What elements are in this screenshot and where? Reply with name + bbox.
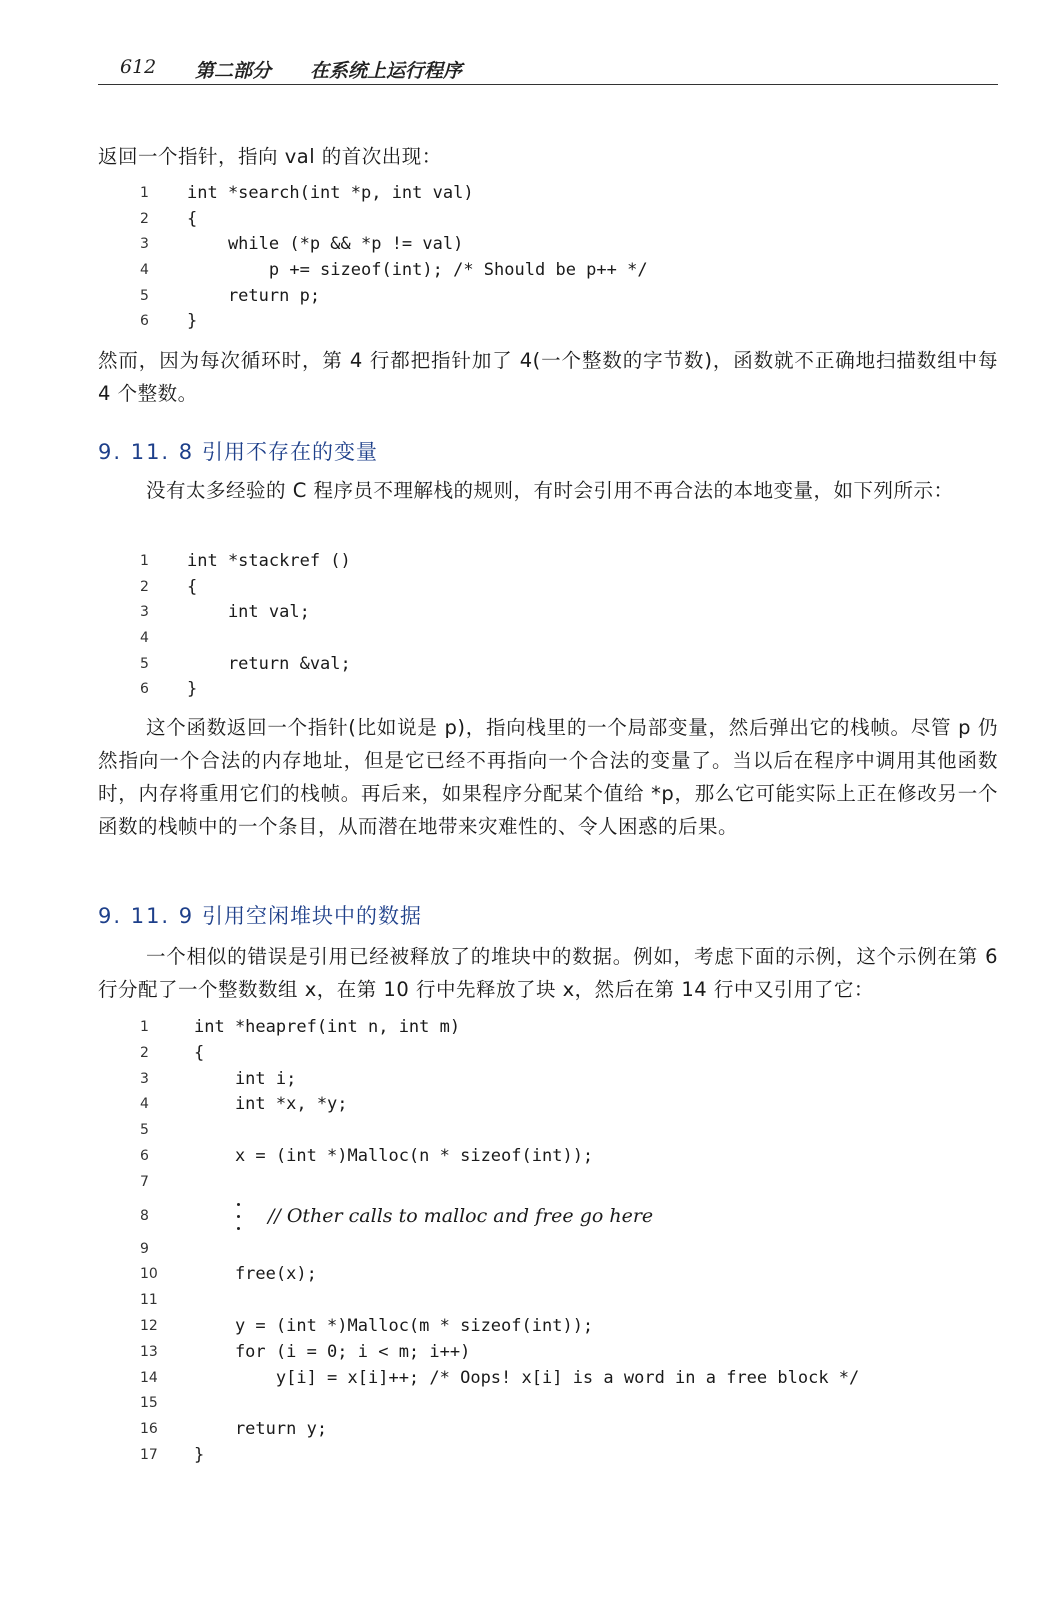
line-number: 13 xyxy=(140,1343,158,1360)
line-number: 4 xyxy=(140,1096,149,1113)
line-number: 7 xyxy=(140,1173,149,1190)
code-text: int *stackref () xyxy=(187,551,351,571)
section-title: 引用空闲堆块中的数据 xyxy=(202,904,422,928)
paragraph-search-explanation: 然而，因为每次循环时，第 4 行都把指针加了 4(一个整数的字节数)，函数就不正确地扫描数组中每 4 个整数。 xyxy=(98,349,998,405)
line-number: 12 xyxy=(140,1317,158,1334)
code-text: int *x, *y; xyxy=(194,1094,348,1115)
section-title: 引用不存在的变量 xyxy=(202,440,378,464)
line-number: 6 xyxy=(140,1147,149,1164)
line-number: 11 xyxy=(140,1292,158,1309)
line-number: 6 xyxy=(140,313,149,330)
code-text: int *search(int *p, int val) xyxy=(187,183,474,203)
code-text: while (*p && *p != val) xyxy=(187,234,464,255)
line-number: 16 xyxy=(140,1421,158,1438)
line-number: 10 xyxy=(140,1266,158,1283)
page-number: 612 xyxy=(120,56,157,78)
code-text: for (i = 0; i < m; i++) xyxy=(194,1341,471,1362)
code-text: y = (int *)Malloc(m * sizeof(int)); xyxy=(194,1315,594,1336)
code-comment: // Other calls to malloc and free go here xyxy=(268,1204,654,1227)
code-text: { xyxy=(187,576,198,597)
running-header xyxy=(100,52,1000,84)
code-text: free(x); xyxy=(194,1264,317,1285)
line-number: 2 xyxy=(140,578,149,595)
line-number: 5 xyxy=(140,1122,149,1139)
code-text: int i; xyxy=(194,1068,297,1089)
code-text: } xyxy=(187,311,198,332)
line-number: 8 xyxy=(140,1207,149,1224)
code-text: return &val; xyxy=(187,653,351,674)
header-rule xyxy=(98,84,998,85)
line-number: 14 xyxy=(140,1369,158,1386)
line-number: 1 xyxy=(140,1019,149,1035)
line-number: 3 xyxy=(140,604,149,621)
line-number: 1 xyxy=(140,185,149,201)
section-heading-9-11-9 xyxy=(98,900,422,930)
code-text: { xyxy=(187,208,198,229)
code-text: } xyxy=(194,1444,205,1465)
line-number: 2 xyxy=(140,1044,149,1061)
paragraph-heap-example: 一个相似的错误是引用已经被释放了的堆块中的数据。例如，考虑下面的示例，这个示例在第 6 行分配了一个整数数组 x，在第 10 行中先释放了块 x，然后在第 14 行中又引用了它： xyxy=(98,945,998,1001)
line-number: 5 xyxy=(140,287,149,304)
chapter-title: 在系统上运行程序 xyxy=(310,60,463,82)
vertical-ellipsis-icon xyxy=(237,1203,241,1231)
line-number: 15 xyxy=(140,1395,158,1412)
code-text: x = (int *)Malloc(n * sizeof(int)); xyxy=(194,1145,594,1166)
line-number: 3 xyxy=(140,1070,149,1087)
section-number: 9. 11. 9 xyxy=(98,904,195,928)
line-number: 4 xyxy=(140,262,149,279)
code-text: } xyxy=(187,679,198,700)
line-number: 3 xyxy=(140,236,149,253)
line-number: 1 xyxy=(140,553,149,569)
code-text: return y; xyxy=(194,1419,328,1440)
code-text: int val; xyxy=(187,602,310,623)
line-number: 2 xyxy=(140,210,149,227)
code-text: { xyxy=(194,1042,205,1063)
section-heading-9-11-8 xyxy=(98,436,378,466)
line-number: 4 xyxy=(140,630,149,647)
line-number: 9 xyxy=(140,1240,149,1257)
part-title: 第二部分 xyxy=(195,60,272,82)
paragraph-stack-rules: 没有太多经验的 C 程序员不理解栈的规则，有时会引用不再合法的本地变量，如下列所示： xyxy=(146,479,954,502)
section-number: 9. 11. 8 xyxy=(98,440,195,464)
code-text: p += sizeof(int); /* Should be p++ */ xyxy=(187,260,648,281)
code-text: int *heapref(int n, int m) xyxy=(194,1017,461,1037)
line-number: 17 xyxy=(140,1446,158,1463)
line-number: 5 xyxy=(140,655,149,672)
code-text: return p; xyxy=(187,285,321,306)
line-number: 6 xyxy=(140,681,149,698)
code-text: y[i] = x[i]++; /* Oops! x[i] is a word in a free block */ xyxy=(194,1367,860,1388)
intro-paragraph: 返回一个指针，指向 val 的首次出现： xyxy=(98,145,442,168)
paragraph-stackref-explanation: 这个函数返回一个指针(比如说是 p)，指向栈里的一个局部变量，然后弹出它的栈帧。尽管 p 仍然指向一个合法的内存地址，但是它已经不再指向一个合法的变量了。当以后在程序中调用其他函数时，内存将重用它们的栈帧。再后来，如果程序分配某个值给 *p，那么它可能实际上正在修改另一个函数的栈帧中的一个条目，从而潜在地带来灾难性的、令人困惑的后果。 xyxy=(98,716,998,838)
